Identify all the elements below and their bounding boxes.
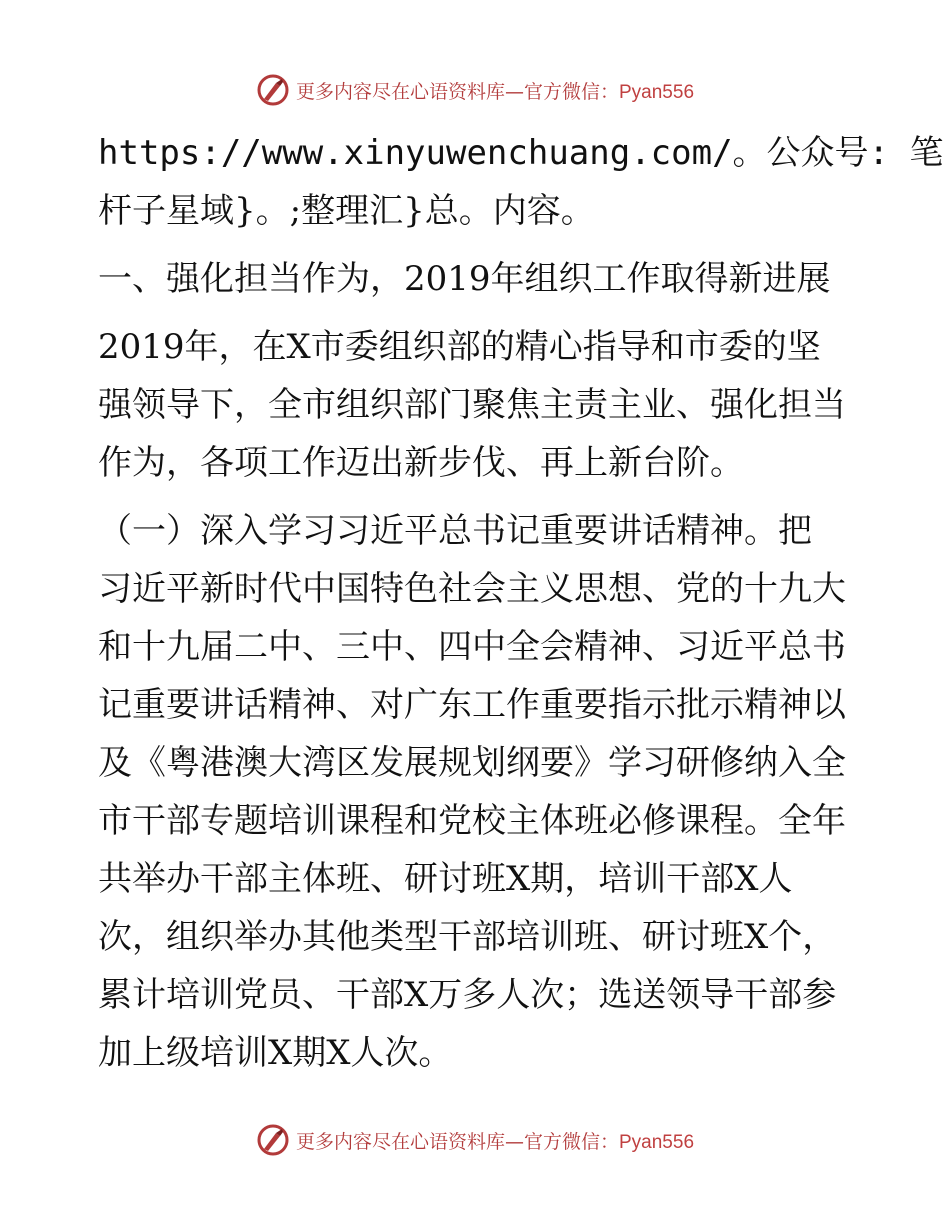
- paragraph-2-line-6: 市干部专题培训课程和党校主体班必修课程。全年: [98, 801, 846, 841]
- paragraph-1-line-1: 2019年，在X市委组织部的精心指导和市委的坚: [98, 327, 821, 367]
- brand-logo-icon: [256, 73, 290, 107]
- intro-line-1: https://www.xinyuwenchuang.com/。公众号: 笔: [98, 133, 944, 173]
- footer-watermark-banner: [0, 1120, 950, 1160]
- paragraph-2-line-5: 及《粤港澳大湾区发展规划纲要》学习研修纳入全: [98, 743, 846, 783]
- header-watermark-banner: [0, 70, 950, 110]
- paragraph-1-line-2: 强领导下，全市组织部门聚焦主责主业、强化担当: [98, 385, 846, 425]
- banner-wechat-label: 官方微信：: [523, 1130, 619, 1153]
- paragraph-2-line-7: 共举办干部主体班、研讨班X期，培训干部X人: [98, 859, 793, 899]
- paragraph-2-line-8: 次，组织举办其他类型干部培训班、研讨班X个，: [98, 917, 837, 957]
- paragraph-2-line-9: 累计培训党员、干部X万多人次；选送领导干部参: [98, 975, 837, 1015]
- intro-line-2: 杆子星域}。;整理汇}总。内容。: [98, 191, 595, 231]
- banner-text: [296, 1127, 694, 1154]
- paragraph-2-line-3: 和十九届二中、三中、四中全会精神、习近平总书: [98, 627, 846, 667]
- brand-logo-icon: [256, 1123, 290, 1157]
- banner-wechat-id: Pyan556: [619, 1131, 695, 1153]
- section-heading-1: 一、强化担当作为，2019年组织工作取得新进展: [98, 259, 831, 299]
- banner-wechat-label: 官方微信：: [523, 80, 619, 103]
- paragraph-2-line-4: 记重要讲话精神、对广东工作重要指示批示精神以: [98, 685, 846, 725]
- banner-title: 更多内容尽在心语资料库: [295, 80, 505, 103]
- paragraph-2-line-2: 习近平新时代中国特色社会主义思想、党的十九大: [98, 569, 846, 609]
- paragraph-2-line-1: （一）深入学习习近平总书记重要讲话精神。把: [98, 511, 812, 551]
- document-body: [98, 124, 944, 1082]
- banner-text: [296, 77, 694, 104]
- banner-separator: —: [504, 1130, 524, 1153]
- banner-wechat-id: Pyan556: [619, 81, 695, 103]
- banner-title: 更多内容尽在心语资料库: [295, 1130, 505, 1153]
- paragraph-2-line-10: 加上级培训X期X人次。: [98, 1033, 453, 1073]
- paragraph-1-line-3: 作为，各项工作迈出新步伐、再上新台阶。: [98, 443, 744, 483]
- banner-separator: —: [504, 80, 524, 103]
